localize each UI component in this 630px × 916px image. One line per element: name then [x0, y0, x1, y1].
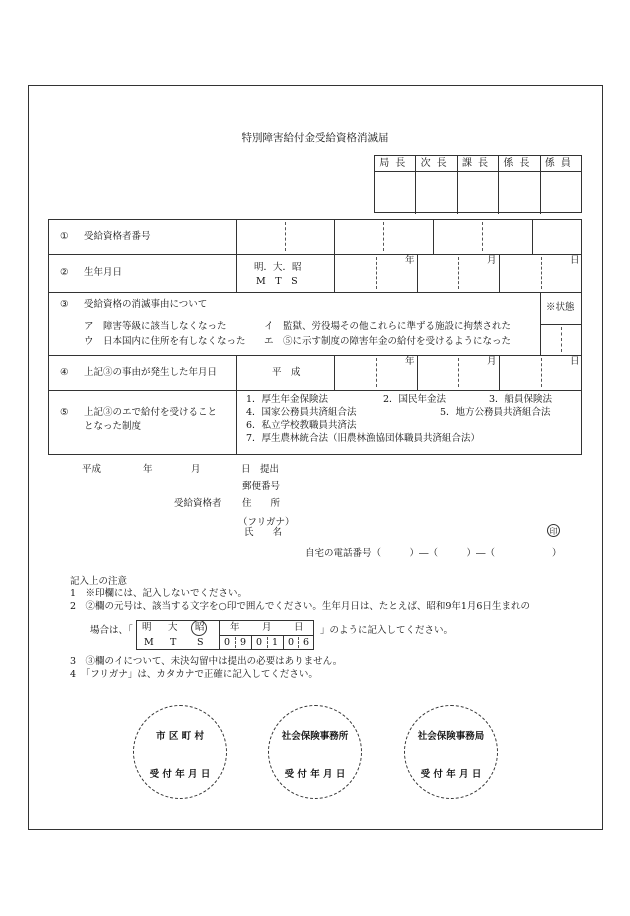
example-day: 日	[294, 622, 304, 633]
row-label: 上記③の事由が発生した年月日	[84, 367, 218, 378]
scheme-option[interactable]: 7．厚生農林統合法（旧農林漁協団体職員共済組合法）	[246, 433, 481, 444]
stamp-org: 社会保険事務局	[417, 731, 485, 742]
submit-month: 月	[191, 464, 201, 475]
era-heisei: 平 成	[272, 367, 301, 378]
digit-divider	[541, 358, 542, 387]
scheme-option[interactable]: 5．地方公務員共済組合法	[440, 407, 551, 418]
row-label: 上記③のエで給付を受けること	[84, 407, 218, 418]
submit-year: 年	[143, 464, 153, 475]
col-divider	[236, 355, 237, 390]
col-divider	[417, 254, 418, 292]
reception-stamp-social-insurance-office	[268, 705, 362, 799]
approval-header: 係員	[544, 158, 577, 169]
example-digit: 9	[240, 637, 247, 648]
row-number: ⑤	[60, 407, 69, 418]
example-divider	[235, 637, 236, 648]
approval-header: 係長	[499, 156, 540, 171]
postal-label: 郵便番号	[242, 481, 281, 492]
status-divider	[540, 324, 582, 325]
scheme-option[interactable]: 4．国家公務員共済組合法	[246, 407, 357, 418]
example-divider	[267, 637, 268, 648]
stamp-date-label: 受 付 年 月 日	[284, 769, 346, 780]
example-era: 大	[168, 622, 178, 633]
approval-cell[interactable]	[458, 172, 499, 214]
approval-box	[374, 155, 582, 213]
month-unit: 月	[487, 356, 497, 367]
example-divider	[283, 635, 284, 650]
row-number: ②	[60, 267, 69, 278]
example-divider	[219, 635, 314, 636]
note-2: 2 ②欄の元号は、該当する文字を○印で囲んでください。生年月日は、たとえば、昭和9年1月6日生まれの	[70, 601, 530, 612]
day-unit: 日	[570, 255, 580, 266]
note-4: 4 「フリガナ」は、カタカナで正確に記入してください。	[70, 669, 318, 680]
col-divider	[532, 219, 533, 254]
approval-header: 局長	[375, 156, 416, 171]
digit-divider	[541, 257, 542, 289]
month-unit: 月	[487, 255, 497, 266]
note-2-prefix: 場合は、「	[90, 625, 133, 636]
scheme-option[interactable]: 6．私立学校教職員共済法	[246, 420, 357, 431]
notes-heading: 記入上の注意	[70, 576, 128, 587]
example-digit: 0	[288, 637, 295, 648]
approval-cell[interactable]	[541, 172, 581, 214]
approval-header: 課長	[458, 156, 499, 171]
note-3: 3 ③欄のイについて、未決勾留中は提出の必要はありません。	[70, 656, 343, 667]
address-label: 住 所	[242, 498, 281, 509]
approval-cell[interactable]	[499, 172, 540, 214]
col-divider	[236, 219, 237, 254]
scheme-option[interactable]: 3．船員保険法	[489, 394, 553, 405]
digit-divider	[458, 358, 459, 387]
row-number: ④	[60, 367, 69, 378]
approval-cell[interactable]	[375, 172, 416, 214]
stamp-org: 社会保険事務所	[281, 731, 349, 742]
col-divider	[236, 254, 237, 292]
era-options: 明．大．昭	[254, 262, 302, 273]
digit-divider	[482, 222, 483, 251]
submit-day: 日 提出	[241, 464, 280, 475]
example-era: 明	[142, 622, 152, 633]
era-options-latin: M T S	[256, 276, 298, 287]
example-era-latin: M	[144, 637, 154, 648]
example-divider	[298, 637, 299, 648]
phone-label: 自宅の電話番号（ ）―（ ）―（ ）	[305, 548, 562, 559]
stamp-date-label: 受 付 年 月 日	[149, 769, 211, 780]
row-label: 受給資格者番号	[84, 231, 151, 242]
seal-mark-icon: 印	[547, 524, 560, 537]
note-1: 1 ※印欄には、記入しないでください。	[70, 588, 248, 599]
reason-e: エ ⑤に示す制度の障害年金の給付を受けるようになった	[264, 336, 512, 347]
example-digit: 0	[256, 637, 263, 648]
example-year: 年	[230, 622, 240, 633]
circle-mark-icon	[191, 620, 207, 636]
reception-stamp-social-insurance-bureau	[404, 705, 498, 799]
example-month: 月	[262, 622, 272, 633]
reason-u: ウ 日本国内に住所を有しなくなった	[84, 336, 246, 347]
row-divider	[48, 390, 582, 391]
row-divider	[48, 292, 582, 293]
scheme-option[interactable]: 2．国民年金法	[383, 394, 447, 405]
example-era-latin: S	[197, 637, 204, 648]
example-era-circled: 昭	[195, 622, 205, 633]
example-digit: 1	[272, 637, 279, 648]
row-label: 生年月日	[84, 267, 123, 278]
reason-a: ア 障害等級に該当しなくなった	[84, 321, 227, 332]
col-divider	[334, 254, 335, 292]
digit-divider	[561, 327, 562, 352]
name-label: 氏 名	[244, 527, 283, 538]
form-title: 特別障害給付金受給資格消滅届	[241, 132, 389, 144]
digit-divider	[383, 222, 384, 251]
furigana-label: （フリガナ）	[238, 517, 295, 528]
digit-divider	[376, 257, 377, 289]
col-divider	[334, 355, 335, 390]
note-2-suffix: 」のように記入してください。	[320, 625, 454, 636]
col-divider	[334, 219, 335, 254]
stamp-date-label: 受 付 年 月 日	[420, 769, 482, 780]
row-number: ①	[60, 231, 69, 242]
reason-i: イ 監獄、労役場その他これらに準ずる施設に拘禁された	[264, 321, 512, 332]
digit-divider	[285, 222, 286, 251]
row-label: となった制度	[84, 421, 142, 432]
col-divider	[417, 355, 418, 390]
col-divider	[433, 219, 434, 254]
example-digit: 6	[303, 637, 310, 648]
applicant-label: 受給資格者	[174, 498, 222, 509]
year-unit: 年	[405, 356, 415, 367]
row-label: 受給資格の消滅事由について	[84, 299, 208, 310]
scheme-option[interactable]: 1．厚生年金保険法	[246, 394, 329, 405]
approval-header: 次長	[416, 156, 457, 171]
row-divider	[48, 355, 582, 356]
submit-era: 平成	[82, 464, 102, 475]
day-unit: 日	[570, 356, 580, 367]
example-divider	[251, 635, 252, 650]
col-divider	[499, 355, 500, 390]
year-unit: 年	[405, 255, 415, 266]
reception-stamp-municipal	[133, 705, 227, 799]
digit-divider	[458, 257, 459, 289]
col-divider	[499, 254, 500, 292]
example-digit: 0	[224, 637, 231, 648]
approval-cell[interactable]	[416, 172, 457, 214]
row-divider	[48, 254, 582, 255]
digit-divider	[376, 358, 377, 387]
example-era-latin: T	[170, 637, 177, 648]
row-number: ③	[60, 299, 69, 310]
col-divider	[236, 390, 237, 455]
stamp-org: 市 区 町 村	[156, 731, 204, 742]
status-label: ※状態	[546, 302, 575, 313]
